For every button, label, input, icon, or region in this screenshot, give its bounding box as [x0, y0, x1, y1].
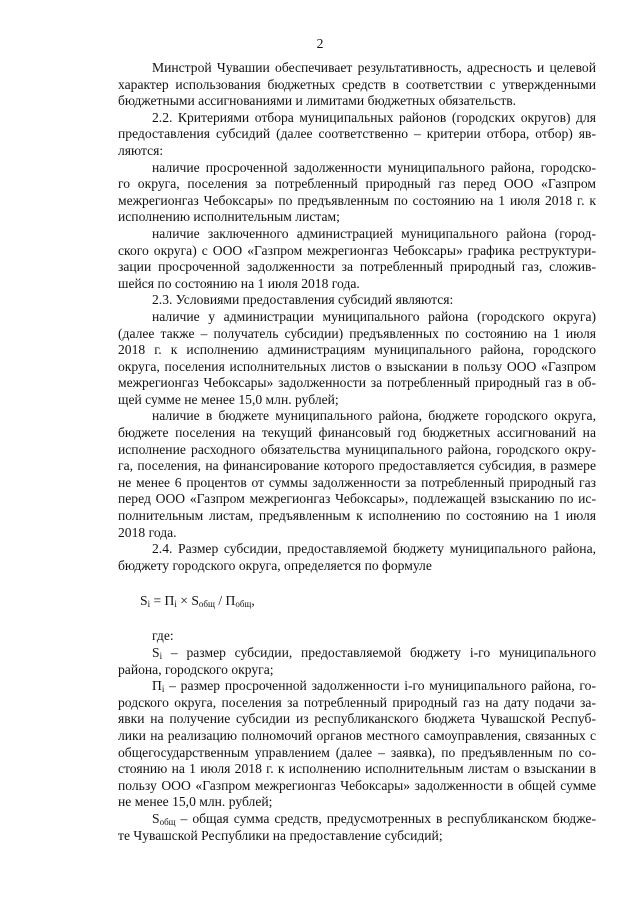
text-line	[118, 243, 596, 260]
text-line	[118, 475, 596, 492]
line-text: ского округа) с ООО «Газпром межрегионгаз Чебоксары» графика реструктури-	[118, 242, 596, 258]
line-text: го округа, поселения за потребленный природный газ перед ООО «Газпром	[118, 176, 596, 192]
text-line	[118, 645, 596, 662]
text-line	[118, 392, 596, 409]
formula-s-sub: общ	[198, 599, 215, 610]
formula-times: × S	[176, 593, 199, 609]
line-text: пользу ООО «Газпром межрегионгаз Чебоксары» задолженности в общей сумме	[118, 777, 596, 793]
text-line	[118, 811, 596, 828]
line-text: межрегионгаз Чебоксары» по предъявленным по состоянию на 1 июля 2018 г. к	[118, 192, 596, 208]
text-line	[118, 491, 596, 508]
line-text: зации просроченной задолженности за потребленный природный газ, сложив-	[118, 259, 596, 275]
line-text: лики на реализацию полномочий органов местного самоуправления, связанных с	[118, 727, 596, 743]
line-text: наличие заключенного администрацией муниципального района (город-	[152, 225, 596, 241]
text-line	[118, 728, 596, 745]
symbol-subscript: i	[161, 684, 165, 695]
subsidy-formula	[118, 592, 596, 610]
line-text: наличие в бюджете муниципального района, бюджете городского округа,	[152, 408, 596, 424]
spacer	[118, 610, 596, 628]
text-line	[118, 442, 596, 459]
line-text: ляются:	[118, 142, 164, 158]
formula-eq: = П	[150, 593, 175, 609]
line-text: 2.4. Размер субсидии, предоставляемой бюджету муниципального района,	[152, 541, 596, 557]
text-line	[118, 761, 596, 778]
text-line	[118, 375, 596, 392]
text-line	[118, 292, 596, 309]
line-text: перед ООО «Газпром межрегионгаз Чебоксары», подлежащей взысканию по ис-	[118, 491, 596, 507]
line-text: родского округа, поселения за потребленный природный газ на дату подачи за-	[118, 694, 596, 710]
line-text: района, городского округа;	[118, 661, 274, 677]
text-line	[118, 711, 596, 728]
text-line	[118, 176, 596, 193]
line-text: исполнению исполнительным листам;	[118, 209, 340, 225]
line-text: стоянию на 1 июля 2018 г. к исполнению исполнительным листам о взыскании в	[118, 761, 596, 777]
text-line	[118, 828, 596, 845]
symbol-subscript: общ	[159, 816, 176, 827]
line-text: те Чувашской Республики на предоставление субсидий;	[118, 827, 443, 843]
text-line	[118, 60, 596, 77]
text-line	[118, 160, 596, 177]
text-line	[118, 778, 596, 795]
text-line	[118, 110, 596, 127]
line-text: 2018 г. к исполнению администрациям муниципального района, городского	[118, 342, 596, 358]
text-line	[118, 558, 596, 575]
symbol: S	[152, 645, 160, 660]
text-line	[118, 193, 596, 210]
line-text: полнительным листам, предъявленным к исполнению по состоянию на 1 июля	[118, 508, 596, 524]
text-line	[118, 309, 596, 326]
text-line	[118, 695, 596, 712]
text-line	[118, 326, 596, 343]
text-line	[118, 77, 596, 94]
text-line	[118, 508, 596, 525]
symbol: П	[152, 678, 162, 694]
line-text: Минстрой Чувашии обеспечивает результативность, адресность и целевой	[152, 60, 596, 75]
line-text: шейся по состоянию на 1 июля 2018 года.	[118, 275, 360, 291]
main-text	[118, 60, 596, 574]
where-label: где:	[152, 628, 174, 644]
spacer	[118, 574, 596, 592]
text-line	[118, 541, 596, 558]
formula-lhs-sub: i	[147, 599, 151, 610]
definitions	[118, 645, 596, 844]
line-text: 2.2. Критериями отбора муниципальных районов (городских округов) для	[152, 109, 596, 125]
formula-pd-sub: общ	[235, 599, 252, 610]
line-text: наличие у администрации муниципального района (городского округа)	[152, 308, 596, 324]
line-text: исполнение расходного обязательства муниципального района, городского окру-	[118, 441, 596, 457]
line-text: наличие просроченной задолженности муниципального района, городско-	[152, 159, 596, 175]
text-line	[118, 458, 596, 475]
text-line	[118, 143, 596, 160]
line-text: (далее также – получатель субсидии) предъявленных по состоянию на 1 июля	[118, 325, 596, 341]
formula-div: / П	[214, 593, 236, 609]
line-text: не менее 6 процентов от суммы задолженности за потребленный природный газ	[118, 474, 596, 490]
text-line	[118, 794, 596, 811]
formula-tail: ,	[251, 593, 255, 609]
line-text: межрегионгаз Чебоксары» задолженности за потребленный природный газ в об-	[118, 375, 596, 391]
symbol: S	[152, 810, 160, 826]
line-text: бюджетными ассигнованиями и лимитами бюджетных обязательств.	[118, 93, 517, 109]
text-line	[118, 745, 596, 762]
text-line	[118, 93, 596, 110]
text-line	[118, 662, 596, 679]
text-line	[118, 408, 596, 425]
symbol-subscript: i	[159, 651, 163, 661]
line-text: га, поселения, на финансирование которого предоставляется субсидия, в размере	[118, 458, 596, 474]
line-text: 2.3. Условиями предоставления субсидий являются:	[152, 292, 454, 308]
line-text: общегосударственным управлением (далее – заявка), по предъявленным по со-	[118, 744, 596, 760]
line-text: явки на получение субсидии из республиканского бюджета Чувашской Респуб-	[118, 711, 596, 727]
text-line	[118, 209, 596, 226]
document-body	[118, 60, 596, 844]
text-line	[118, 425, 596, 442]
text-line	[118, 525, 596, 542]
line-text: характер использования бюджетных средств в соответствии с утвержденными	[118, 76, 596, 92]
line-text: – общая сумма средств, предусмотренных в республиканском бюдже-	[175, 810, 596, 826]
formula-lhs: S	[140, 593, 148, 609]
text-line	[118, 342, 596, 359]
line-text: – размер просроченной задолженности i-го муниципального района, го-	[164, 678, 596, 694]
text-line	[118, 359, 596, 376]
line-text: 2018 года.	[118, 524, 177, 540]
text-line	[118, 126, 596, 143]
line-text: предоставления субсидий (далее соответственно – критерии отбора, отбор) яв-	[118, 126, 596, 142]
line-text: не менее 15,0 млн. рублей;	[118, 794, 273, 810]
text-line	[118, 678, 596, 695]
line-text: щей сумме не менее 15,0 млн. рублей;	[118, 391, 339, 407]
line-text: округа, поселения исполнительных листов о взыскании в пользу ООО «Газпром	[118, 358, 596, 374]
text-line	[118, 276, 596, 293]
formula-p-sub: i	[174, 599, 177, 610]
line-text: – размер субсидии, предоставляемой бюджету i-го муниципального	[162, 645, 596, 660]
text-line	[118, 259, 596, 276]
page-number: 2	[316, 36, 324, 51]
text-line	[118, 226, 596, 243]
line-text: бюджету городского округа, определяется по формуле	[118, 557, 432, 573]
line-text: бюджете поселения на текущий финансовый год бюджетных ассигнований на	[118, 425, 596, 441]
